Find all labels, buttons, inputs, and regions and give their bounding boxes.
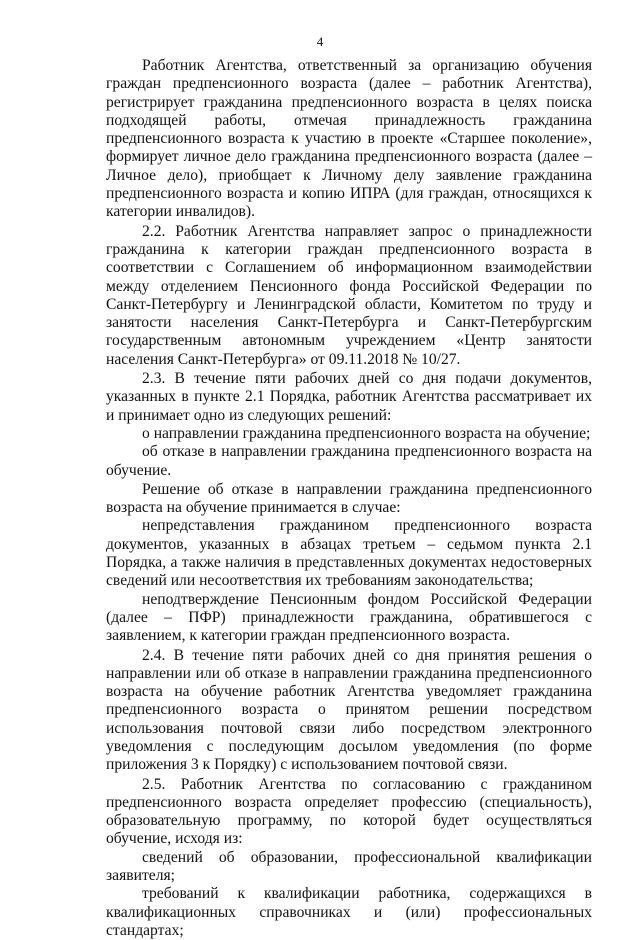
- page-number: 4: [316, 34, 324, 49]
- paragraph-registration: Работник Агентства, ответственный за организацию обучения граждан предпенсионного возраста (далее – работник Агентства), регистрирует гражданина предпенсионного возраста в целях поиска подходящей работы, отмечая принадлежность гражданина предпенсионного возраста к участию в проекте «Старшее поколение», формирует личное дело гражданина предпенсионного возраста (далее – Личное дело), приобщает к Личному делу заявление гражданина предпенсионного возраста и копию ИПРА (для граждан, относящихся к категории инвалидов).: [106, 57, 592, 221]
- refusal-condition-pfr: неподтверждение Пенсионным фондом Российской Федерации (далее – ПФР) принадлежности гражданина, обратившегося с заявлением, к категории граждан предпенсионного возраста.: [106, 590, 592, 645]
- refusal-conditions-intro: Решение об отказе в направлении гражданина предпенсионного возраста на обучение принимается в случае:: [106, 480, 592, 517]
- paragraph-2-4: 2.4. В течение пяти рабочих дней со дня принятия решения о направлении или об отказе в направлении гражданина предпенсионного возраста на обучение работник Агентства уведомляет гражданина предпенсионного возраста о принятом решении посредством использования почтовой связи либо посредством электронного уведомления с последующим досылом уведомления (по форме приложения 3 к Порядку) с использованием почтовой связи.: [106, 646, 592, 774]
- document-body: [106, 57, 592, 940]
- paragraph-2-5: 2.5. Работник Агентства по согласованию с гражданином предпенсионного возраста определяет профессию (специальность), образовательную программу, по которой будет осуществляться обучение, исходя из:: [106, 775, 592, 848]
- decision-option-refusal: об отказе в направлении гражданина предпенсионного возраста на обучение.: [106, 443, 592, 479]
- paragraph-2-2: 2.2. Работник Агентства направляет запрос о принадлежности гражданина к категории граждан предпенсионного возраста в соответствии с Соглашением об информационном взаимодействии между отделением Пенсионного фонда Российской Федерации по Санкт-Петербургу и Ленинградской области, Комитетом по труду и занятости населения Санкт-Петербурга и Санкт-Петербургским государственным автономным учреждением «Центр занятости населения Санкт-Петербурга» от 09.11.2018 № 10/27.: [106, 222, 592, 368]
- criterion-qualification: требований к квалификации работника, содержащихся в квалификационных справочниках и (или) профессиональных стандартах;: [106, 885, 592, 939]
- refusal-condition-documents: непредставления гражданином предпенсионного возраста документов, указанных в абзацах третьем – седьмом пункта 2.1 Порядка, а также наличия в представленных документах недостоверных сведений или несоответствия их требованиям законодательства;: [106, 517, 592, 590]
- decision-option-referral: о направлении гражданина предпенсионного возраста на обучение;: [142, 424, 591, 442]
- paragraph-2-3: 2.3. В течение пяти рабочих дней со дня подачи документов, указанных в пункте 2.1 Порядка, работник Агентства рассматривает их и принимает одно из следующих решений:: [106, 370, 592, 424]
- criterion-education: сведений об образовании, профессиональной квалификации заявителя;: [106, 848, 592, 885]
